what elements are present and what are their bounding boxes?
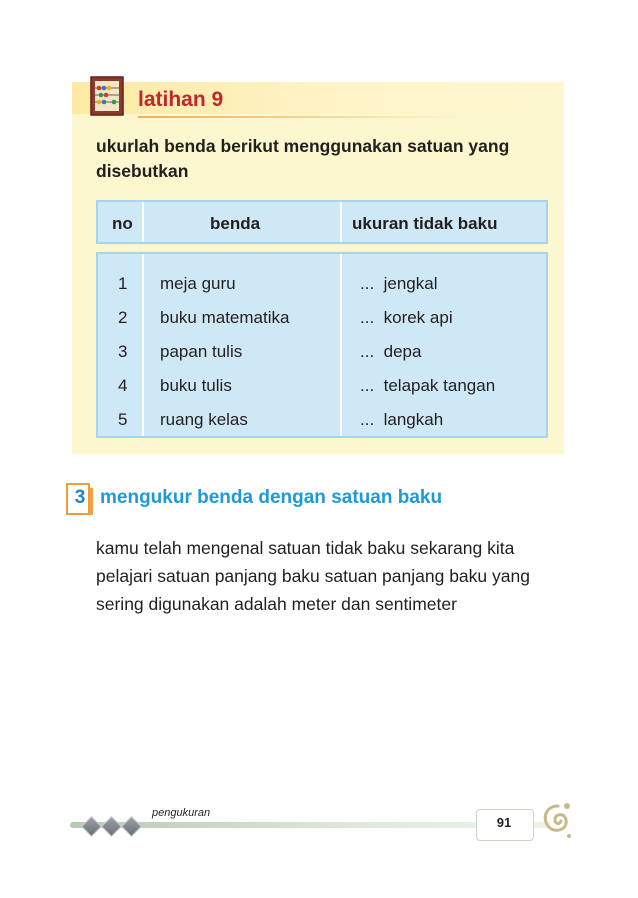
abacus-icon: [90, 76, 124, 116]
column-divider: [340, 202, 342, 242]
footer-chapter: pengukuran: [152, 807, 211, 819]
diamond-ornament-icon: [121, 816, 142, 837]
row-benda: papan tulis: [160, 342, 243, 361]
column-divider: [142, 254, 144, 436]
section-number: 3: [74, 487, 86, 508]
table-header: [96, 200, 548, 244]
exercise-box: [72, 82, 564, 454]
exercise-instruction: ukurlah benda berikut menggunakan satuan yang disebutkan: [96, 136, 510, 181]
page-number: 91: [496, 815, 512, 830]
row-no: 4: [118, 376, 128, 395]
diamond-ornament-icon: [101, 816, 122, 837]
row-ukuran: ... korek api: [360, 308, 453, 327]
row-benda: meja guru: [160, 274, 236, 293]
column-divider: [340, 254, 342, 436]
row-ukuran: ... depa: [360, 342, 422, 361]
row-benda: buku tulis: [160, 376, 232, 395]
column-divider: [142, 202, 144, 242]
section-title: mengukur benda dengan satuan baku: [100, 487, 443, 508]
header-benda: benda: [210, 214, 261, 233]
row-ukuran: ... jengkal: [360, 274, 438, 293]
table-body: [96, 252, 548, 438]
row-ukuran: ... telapak tangan: [360, 376, 496, 395]
title-underline: [138, 116, 468, 118]
row-benda: ruang kelas: [160, 410, 248, 429]
exercise-title: latihan 9: [138, 88, 224, 111]
header-ukuran: ukuran tidak baku: [352, 214, 498, 233]
row-ukuran: ... langkah: [360, 410, 444, 429]
diamond-ornament-icon: [81, 816, 102, 837]
swirl-ornament-icon: [538, 800, 574, 842]
section-paragraph: kamu telah mengenal satuan tidak baku sekarang kita pelajari satuan panjang baku satuan panjang baku yang sering digunakan adalah meter dan sentimeter: [96, 538, 530, 614]
header-no: no: [112, 214, 133, 233]
row-no: 5: [118, 410, 128, 429]
row-no: 3: [118, 342, 128, 361]
row-benda: buku matematika: [160, 308, 290, 327]
row-no: 1: [118, 274, 128, 293]
row-no: 2: [118, 308, 128, 327]
